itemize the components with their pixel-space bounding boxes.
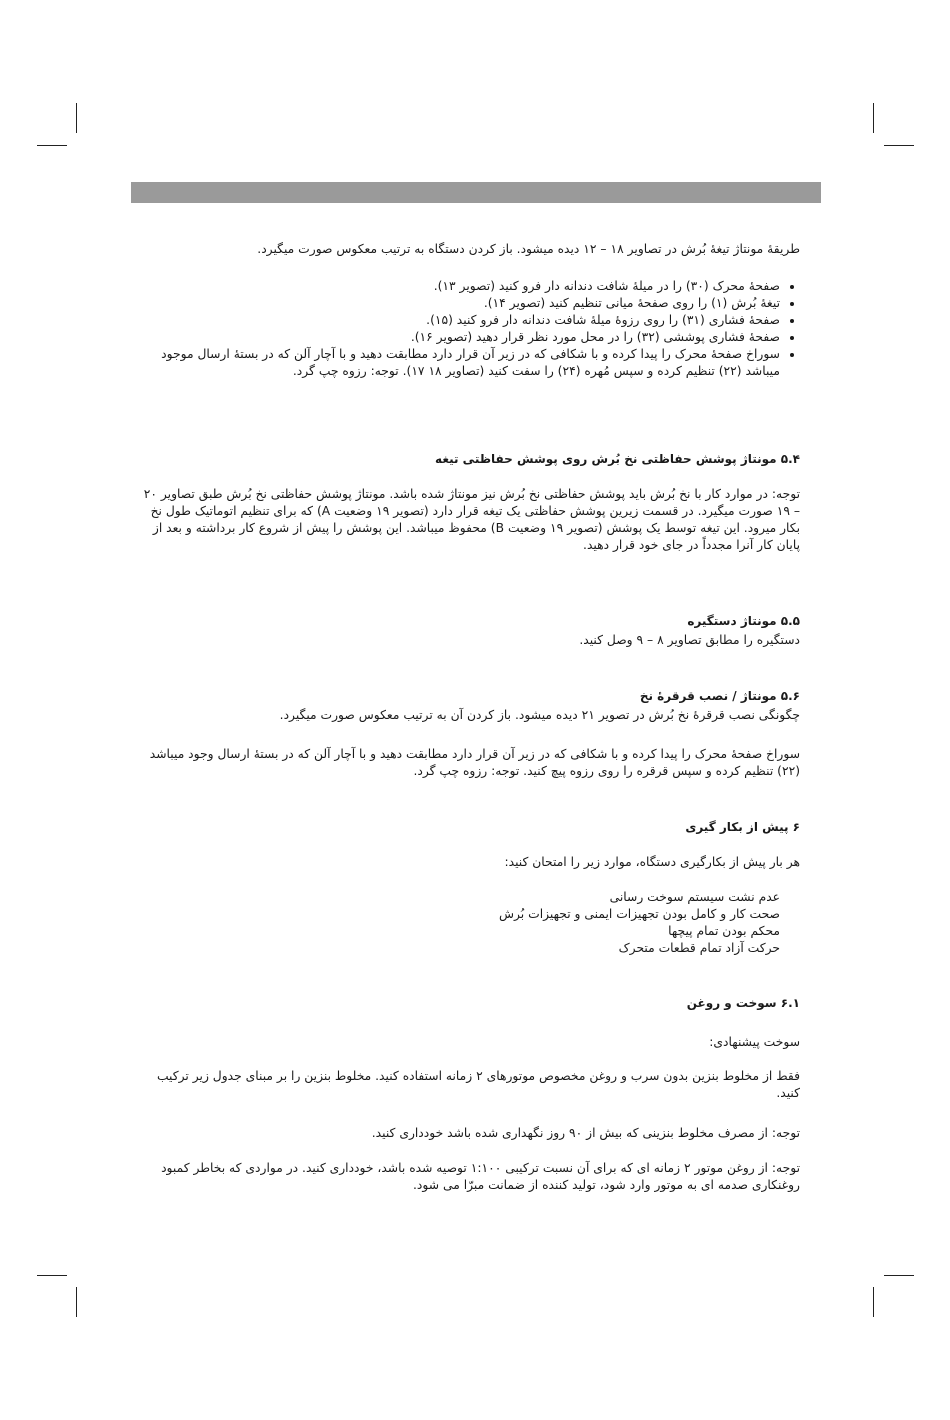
crop-mark: [76, 103, 77, 133]
list-item: • صفحهٔ محرک (۳۰) را در میلهٔ شافت دندانه دار فرو کنید (تصویر ۱۳).: [130, 278, 780, 295]
section-heading-6-1: ۶.۱ سوخت و روغن: [686, 996, 800, 1010]
section-heading-5-6: ۵.۶ مونتاژ / نصب قرقرهٔ نخ: [639, 689, 800, 703]
section-heading-6: ۶ پیش از بکار گیری: [685, 820, 800, 834]
section-heading-5-4: ۵.۴ مونتاژ پوشش حفاظتی نخ بُرش روی پوشش حفاظتی تیغه: [435, 452, 800, 466]
intro-text: طریقهٔ مونتاژ تیغهٔ بُرش در تصاویر ۱۸ – ۱۲ دیده میشود. باز کردن دستگاه به ترتیب معکوس صورت میگیرد.: [257, 242, 800, 256]
list-item: محکم بودن تمام پیچها: [668, 924, 780, 938]
crop-mark: [873, 103, 874, 133]
check-list: [220, 889, 780, 957]
section-text-6: هر بار پیش از بکارگیری دستگاه، موارد زیر را امتحان کنید:: [504, 855, 800, 869]
crop-mark: [873, 1287, 874, 1317]
section-text-5-4: توجه: در موارد کار با نخ بُرش باید پوشش حفاظتی نخ بُرش نیز مونتاژ شده باشد. مونتاژ پوشش حفاظتی نخ بُرش طبق تصاویر ۲۰ – ۱۹ صورت میگیرد. در قسمت زیرین پوشش حفاظتی یک تیغه قرار دارد (تصویر ۱۹ وضعیت A) که برای تنظیم اتوماتیک طول نخ بکار میرود. این تیغه توسط یک پوشش (تصویر ۱۹ وضعیت B) محفوظ میباشد. این پوشش را پیش از شروع کار برداشته و بعد از پایان کار آنرا مجدداً در جای خود قرار دهید.: [143, 487, 800, 552]
section-text-5-5: دستگیره را مطابق تصاویر ۸ – ۹ وصل کنید.: [579, 633, 800, 647]
fuel-paragraph: فقط از مخلوط بنزین بدون سرب و روغن مخصوص موتورهای ۲ زمانه استفاده کنید. مخلوط بنزین را بر مبنای جدول زیر ترکیب کنید.: [156, 1069, 800, 1100]
section-text-5-6-a: چگونگی نصب قرقرهٔ نخ بُرش در تصویر ۲۱ دیده میشود. باز کردن آن به ترتیب معکوس صورت میگیرد.: [279, 708, 800, 722]
crop-mark: [37, 145, 67, 146]
section-heading-5-5: ۵.۵ مونتاژ دستگیره: [687, 614, 800, 628]
crop-mark: [884, 1275, 914, 1276]
list-item: صحت کار و کامل بودن تجهیزات ایمنی و تجهیزات بُرش: [499, 907, 780, 921]
fuel-note-1: توجه: از مصرف مخلوط بنزینی که بیش از ۹۰ روز نگهداری شده باشد خودداری کنید.: [371, 1126, 800, 1140]
header-bar: [131, 182, 821, 203]
fuel-subheading: سوخت پیشنهادی:: [709, 1035, 800, 1049]
list-item: • تیغهٔ بُرش (۱) را روی صفحهٔ میانی تنظیم کنید (تصویر ۱۴).: [130, 295, 780, 312]
crop-mark: [76, 1287, 77, 1317]
crop-mark: [884, 145, 914, 146]
assembly-steps-list: [130, 278, 800, 380]
crop-mark: [37, 1275, 67, 1276]
fuel-note-2: توجه: از روغن موتور ۲ زمانه ای که برای آن نسبت ترکیبی ۱:۱۰۰ توصیه شده باشد، خودداری کنید. در مواردی که بخاطر کمبود روغنکاری صدمه ای به موتور وارد شود، تولید کننده از ضمانت مبرّا می شود.: [161, 1161, 800, 1192]
list-item: حرکت آزاد تمام قطعات متحرک: [618, 941, 780, 955]
list-item: • صفحهٔ فشاری پوششی (۳۲) را در محل مورد نظر قرار دهید (تصویر ۱۶).: [130, 329, 780, 346]
section-text-5-6-b: سوراخ صفحهٔ محرک را پیدا کرده و با شکافی که در زیر آن قرار دارد مطابقت دهید و با آچار آلن که در بستهٔ ارسال وجود میباشد (۲۲) تنظیم کرده و سپس قرقره را روی رزوه پیچ کنید. توجه: رزوه چپ گرد.: [149, 747, 800, 778]
list-item: • صفحهٔ فشاری (۳۱) را روی رزوهٔ میلهٔ شافت دندانه دار فرو کنید (۱۵).: [130, 312, 780, 329]
list-item: • سوراخ صفحهٔ محرک را پیدا کرده و با شکافی که در زیر آن قرار دارد مطابقت دهید و با آچار آلن که در بستهٔ ارسال موجود میباشد (۲۲) تنظیم کرده و سپس مُهره (۲۴) را سفت کنید (تصاویر ۱۸ ۱۷). توجه: رزوه چپ گرد.: [130, 346, 780, 380]
list-item: عدم نشت سیستم سوخت رسانی: [609, 890, 780, 904]
